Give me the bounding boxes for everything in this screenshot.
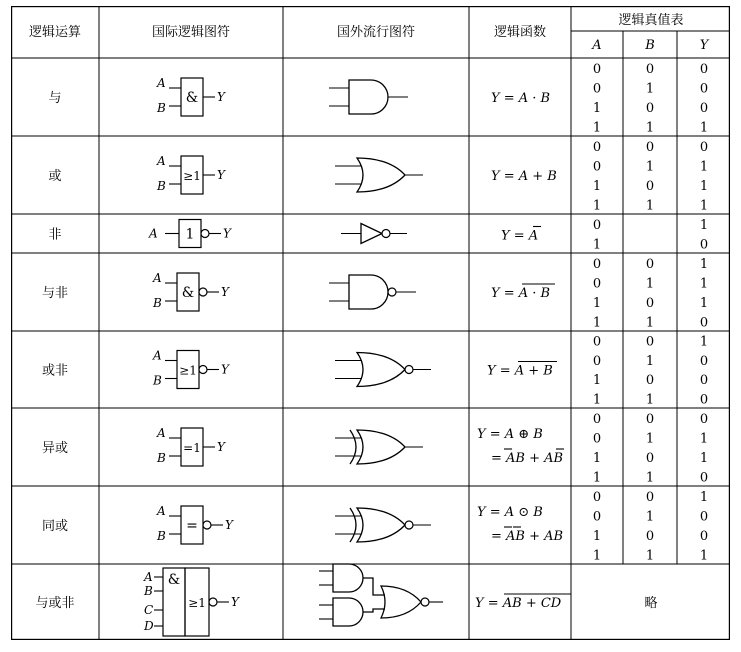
truth-cell: 0 — [645, 411, 655, 427]
truth-cell: 1 — [699, 120, 709, 136]
output-label: Y — [225, 518, 233, 532]
func-text: Y = A + B — [491, 169, 557, 184]
input-label: A — [157, 504, 166, 518]
truth-cell: 1 — [645, 548, 655, 564]
and-gate-outline — [349, 80, 388, 114]
truth-cell: 0 — [645, 489, 655, 505]
truth-cell: 0 — [699, 353, 709, 369]
truth-table — [644, 596, 657, 611]
func-text: Y = A ⊙ B — [477, 505, 543, 520]
or-gate-outline — [357, 508, 405, 542]
logic-function — [477, 505, 563, 544]
foreign-symbol — [335, 508, 431, 542]
intl-symbol — [152, 349, 230, 389]
inversion-bubble — [209, 598, 217, 606]
truth-cell: 1 — [699, 256, 709, 272]
intl-symbol — [156, 154, 226, 194]
intl-symbol — [156, 504, 234, 544]
header-row — [29, 12, 710, 53]
inversion-bubble — [203, 521, 211, 529]
intl-symbol — [148, 220, 232, 248]
truth-cell: 0 — [699, 411, 709, 427]
table-row — [35, 564, 657, 636]
truth-cell: 1 — [699, 159, 709, 175]
and-gate-outline — [349, 275, 388, 309]
truth-cell: 1 — [592, 450, 602, 466]
intl-symbol — [143, 568, 240, 636]
intl-label-2: ≥1 — [188, 596, 206, 610]
inversion-bubble — [405, 521, 413, 529]
func-text: = AB + AB — [491, 529, 564, 544]
truth-cell: 0 — [699, 81, 709, 97]
truth-cell: 0 — [592, 139, 602, 155]
truth-cell: 0 — [592, 411, 602, 427]
table-row — [48, 62, 708, 136]
input-label: B — [144, 584, 153, 598]
input-label: A — [157, 426, 166, 440]
truth-cell: 1 — [645, 120, 655, 136]
table-grid — [11, 6, 730, 640]
xor-extra-curve — [350, 430, 356, 464]
and-gate-outline — [333, 564, 363, 592]
truth-cell: 0 — [592, 81, 602, 97]
truth-cell: 1 — [699, 431, 709, 447]
output-label: Y — [217, 440, 225, 454]
truth-table — [593, 335, 708, 408]
input-label: A — [157, 76, 166, 90]
logic-function — [491, 169, 557, 184]
logic-function — [475, 594, 571, 611]
header-A: A — [592, 38, 602, 53]
foreign-symbol — [335, 430, 423, 464]
intl-label: & — [185, 90, 199, 106]
input-label: B — [153, 296, 162, 310]
table-row — [42, 412, 708, 486]
truth-omitted: 略 — [644, 596, 658, 611]
truth-cell: 0 — [592, 217, 602, 233]
output-label: Y — [223, 226, 231, 241]
truth-cell: 0 — [699, 509, 709, 525]
input-label: A — [149, 226, 158, 241]
op-label: 非 — [48, 227, 62, 243]
foreign-symbol — [335, 353, 431, 387]
or-gate-outline — [357, 158, 405, 192]
inversion-bubble — [199, 366, 207, 374]
input-label: C — [144, 603, 154, 617]
truth-cell: 0 — [645, 178, 655, 194]
header-intl: 国际逻辑图符 — [151, 25, 231, 40]
op-label: 与或非 — [35, 596, 75, 611]
input-label: B — [153, 373, 162, 388]
truth-cell: 1 — [645, 315, 655, 331]
truth-table — [593, 218, 708, 253]
op-label: 同或 — [41, 519, 69, 534]
intl-label: ≥1 — [183, 169, 201, 183]
buffer-triangle — [361, 224, 382, 244]
logic-function — [477, 427, 564, 466]
header-foreign: 国外流行图符 — [336, 25, 416, 40]
intl-symbol — [156, 426, 226, 466]
op-label: 或非 — [41, 363, 69, 379]
inversion-bubble — [405, 366, 413, 374]
truth-cell: 1 — [592, 198, 602, 214]
truth-cell: 1 — [592, 392, 602, 408]
truth-cell: 0 — [699, 61, 709, 77]
truth-cell: 0 — [645, 450, 655, 466]
op-label: 异或 — [41, 441, 69, 456]
output-label: Y — [221, 362, 229, 377]
truth-cell: 1 — [592, 373, 602, 389]
intl-label: & — [181, 285, 195, 301]
truth-cell: 1 — [699, 489, 709, 505]
truth-cell: 0 — [699, 100, 709, 116]
truth-cell: 0 — [699, 528, 709, 544]
input-label: A — [144, 570, 153, 584]
truth-cell: 1 — [699, 548, 709, 564]
truth-table — [593, 257, 708, 331]
input-label: B — [157, 179, 166, 193]
header-B: B — [645, 38, 655, 53]
truth-cell: 1 — [592, 295, 602, 311]
input-label: D — [144, 619, 154, 633]
truth-cell: 1 — [699, 178, 709, 194]
foreign-symbol — [335, 158, 423, 192]
truth-cell: 1 — [592, 178, 602, 194]
inversion-bubble — [199, 288, 207, 296]
intl-symbol — [156, 76, 226, 116]
truth-cell: 1 — [592, 470, 602, 486]
logic-gate-table — [11, 6, 730, 640]
truth-cell: 1 — [699, 334, 709, 350]
truth-cell: 1 — [592, 100, 602, 116]
truth-cell: 0 — [592, 276, 602, 292]
truth-cell: 0 — [645, 373, 655, 389]
truth-cell: 1 — [645, 509, 655, 525]
inversion-bubble — [382, 230, 390, 238]
input-label: A — [153, 271, 162, 285]
logic-function — [487, 362, 557, 379]
truth-cell: 1 — [645, 431, 655, 447]
truth-cell: 0 — [592, 431, 602, 447]
wire — [363, 609, 385, 612]
truth-cell: 0 — [645, 528, 655, 544]
input-label: A — [153, 348, 162, 363]
table-row — [42, 335, 708, 408]
truth-table — [593, 412, 708, 486]
truth-cell: 0 — [645, 256, 655, 272]
func-text: Y = A · B — [491, 91, 551, 106]
truth-cell: 0 — [699, 470, 709, 486]
intl-label: = — [186, 518, 198, 534]
logic-function — [491, 284, 555, 301]
func-text: Y = A — [501, 228, 539, 244]
truth-cell: 1 — [592, 237, 602, 253]
op-label: 或 — [48, 169, 62, 184]
truth-cell: 1 — [645, 276, 655, 292]
or-gate-outline — [357, 353, 405, 387]
truth-cell: 1 — [699, 276, 709, 292]
truth-cell: 1 — [645, 392, 655, 408]
truth-cell: 0 — [592, 61, 602, 77]
truth-cell: 0 — [699, 139, 709, 155]
truth-cell: 1 — [645, 198, 655, 214]
truth-cell: 1 — [699, 217, 709, 233]
truth-cell: 1 — [592, 315, 602, 331]
header-Y: Y — [699, 38, 709, 53]
func-text: Y = AB + CD — [475, 596, 562, 611]
truth-cell: 1 — [645, 81, 655, 97]
truth-cell: 0 — [592, 159, 602, 175]
truth-cell: 0 — [699, 315, 709, 331]
truth-cell: 0 — [592, 334, 602, 350]
output-label: Y — [221, 285, 229, 299]
func-text: Y = A · B — [491, 286, 551, 301]
intl-label: =1 — [183, 441, 201, 455]
op-label: 与非 — [41, 286, 69, 301]
truth-cell: 1 — [645, 353, 655, 369]
truth-cell: 0 — [645, 334, 655, 350]
truth-cell: 0 — [645, 139, 655, 155]
output-label: Y — [217, 168, 225, 182]
logic-function — [501, 227, 541, 244]
truth-cell: 0 — [592, 489, 602, 505]
truth-cell: 1 — [645, 470, 655, 486]
table-row — [42, 257, 708, 331]
or-gate-outline — [357, 430, 405, 464]
truth-cell: 1 — [699, 198, 709, 214]
func-text: = AB + AB — [491, 451, 564, 466]
xor-extra-curve — [350, 508, 356, 542]
truth-table — [593, 140, 708, 214]
foreign-symbol — [329, 80, 408, 114]
op-label: 与 — [48, 91, 62, 106]
output-label: Y — [217, 90, 225, 104]
intl-label: & — [167, 572, 181, 588]
truth-cell: 1 — [592, 120, 602, 136]
func-text: Y = A ⊕ B — [477, 427, 543, 442]
truth-cell: 1 — [592, 528, 602, 544]
truth-cell: 0 — [645, 295, 655, 311]
truth-cell: 0 — [645, 61, 655, 77]
intl-symbol — [152, 271, 230, 311]
input-label: B — [157, 451, 166, 465]
table-row — [42, 490, 708, 564]
truth-cell: 0 — [592, 256, 602, 272]
input-label: B — [157, 529, 166, 543]
logic-function — [491, 91, 550, 106]
header-truth: 逻辑真值表 — [618, 13, 684, 28]
truth-cell: 0 — [699, 392, 709, 408]
inversion-bubble — [421, 598, 429, 606]
and-gate-outline — [333, 598, 363, 626]
truth-table — [593, 62, 708, 136]
truth-cell: 1 — [645, 159, 655, 175]
inversion-bubble — [201, 230, 209, 238]
or-gate-outline — [381, 586, 421, 618]
truth-table — [593, 490, 708, 564]
foreign-symbol — [319, 564, 443, 626]
func-text: Y = A + B — [487, 363, 553, 379]
foreign-symbol — [329, 275, 416, 309]
truth-cell: 0 — [592, 509, 602, 525]
foreign-symbol — [341, 224, 407, 244]
header-func: 逻辑函数 — [493, 25, 547, 40]
output-label: Y — [231, 595, 239, 609]
rows-layer — [35, 62, 708, 636]
intl-label: ≥1 — [179, 363, 197, 378]
table-row — [48, 218, 708, 253]
inversion-bubble — [388, 288, 396, 296]
truth-cell: 0 — [699, 373, 709, 389]
truth-cell: 0 — [592, 353, 602, 369]
table-row — [48, 140, 708, 214]
header-op: 逻辑运算 — [28, 25, 82, 40]
input-label: A — [157, 154, 166, 168]
truth-cell: 1 — [699, 450, 709, 466]
truth-cell: 0 — [645, 100, 655, 116]
truth-cell: 1 — [699, 295, 709, 311]
truth-cell: 1 — [592, 548, 602, 564]
truth-cell: 0 — [699, 237, 709, 253]
intl-label: 1 — [185, 226, 195, 243]
input-label: B — [157, 101, 166, 115]
